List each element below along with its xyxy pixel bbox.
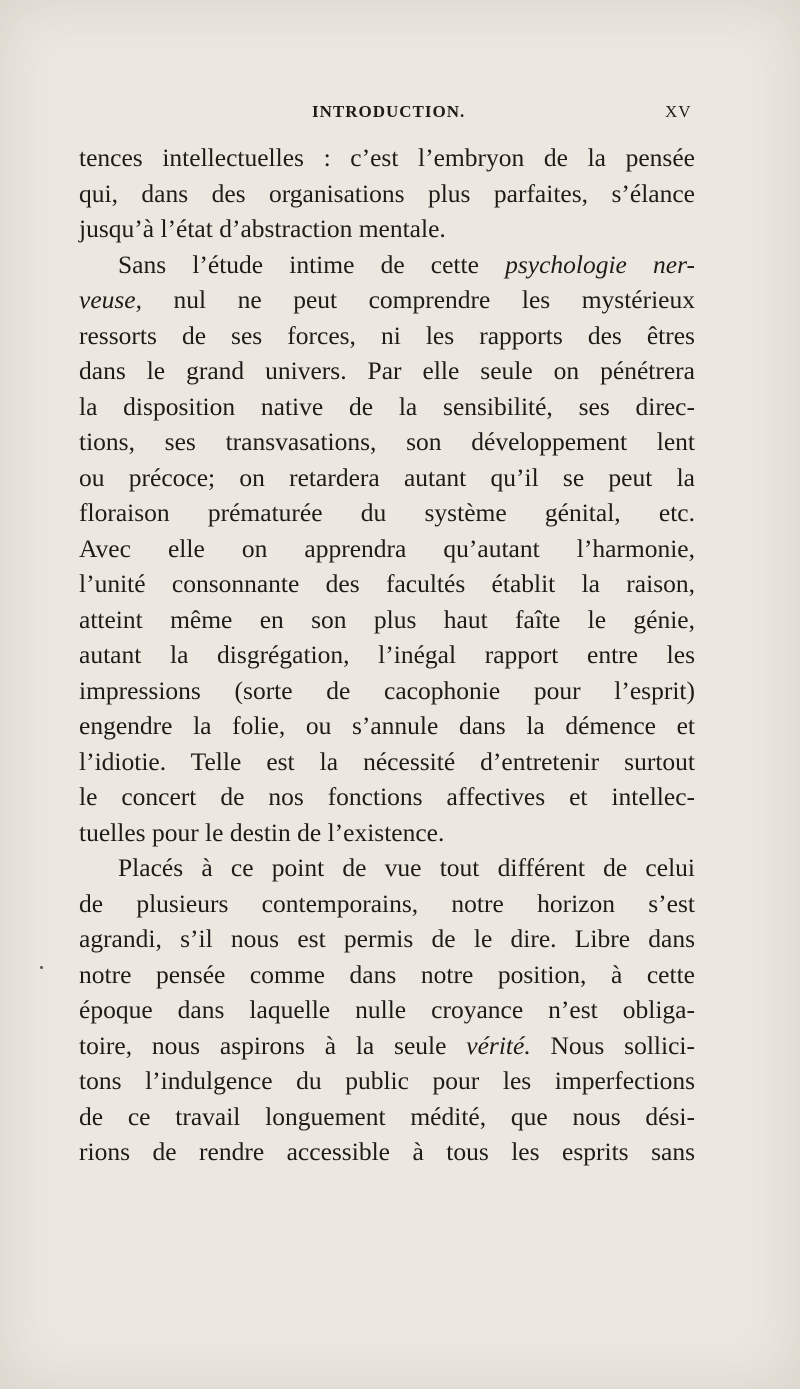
paragraph-end-line: jusqu’à l’état d’abstraction mentale. [79,214,446,243]
text-line: rions de rendre accessible à tous les esprits sans [79,1137,695,1166]
text-line: floraison prématurée du système génital, etc. [79,498,695,527]
text-line [79,282,695,318]
text-line: notre pensée comme dans notre position, à cette [79,959,695,989]
text-line: tences intellectuelles : c’est l’embryon de la pensée [79,143,695,172]
text-line: atteint même en son plus haut faîte le génie, [79,604,695,634]
text-line: tons l’indulgence du public pour les imperfections [79,1066,695,1095]
text-line: qui, dans des organisations plus parfaites, s’élance [79,178,695,208]
body-text [79,140,695,1170]
paragraph-start-line [79,247,695,283]
text-line: époque dans laquelle nulle croyance n’est obliga- [79,995,695,1024]
paragraph-end-line: tuelles pour le destin de l’existence. [79,817,445,847]
text-line: agrandi, s’il nous est permis de le dire. Libre dans [79,924,695,953]
text-segment: Nous sollici- [550,1030,695,1060]
italic-term: vérité. [466,1030,531,1060]
text-line: l’idiotie. Telle est la nécessité d’entretenir surtout [79,746,695,776]
running-head: INTRODUCTION. [312,102,466,121]
text-line [79,1028,695,1064]
text-line: ou précoce; on retardera autant qu’il se peut la [79,462,695,492]
text-line: de plusieurs contemporains, notre horizon s’est [79,888,695,918]
page-header [0,102,800,132]
text-line: de ce travail longuement médité, que nous dési- [79,1101,695,1131]
italic-term: veuse, [79,285,143,314]
text-line: engendre la folie, ou s’annule dans la démence et [79,711,695,740]
text-line: Avec elle on apprendra qu’autant l’harmonie, [79,533,695,563]
paragraph-start-line: Placés à ce point de vue tout différent de celui [118,853,695,882]
text-line: la disposition native de la sensibilité, ses direc- [79,391,695,421]
text-line: tions, ses transvasations, son développement lent [79,427,695,456]
text-line: autant la disgrégation, l’inégal rapport entre les [79,640,695,669]
text-segment: nul ne peut comprendre les mystérieux [173,285,696,314]
text-line: ressorts de ses forces, ni les rapports des êtres [79,320,695,350]
text-segment: toire, nous aspirons à la seule [79,1030,447,1060]
text-line: l’unité consonnante des facultés établit la raison, [79,569,695,598]
text-segment: Sans l’étude intime de cette [118,249,479,279]
page-number: XV [665,102,692,121]
text-line: le concert de nos fonctions affectives et intellec- [79,782,695,811]
text-line: impressions (sorte de cacophonie pour l’esprit) [79,675,695,705]
margin-dot [40,966,43,969]
italic-term: psychologie ner- [505,249,695,279]
text-line: dans le grand univers. Par elle seule on pénétrera [79,356,695,385]
